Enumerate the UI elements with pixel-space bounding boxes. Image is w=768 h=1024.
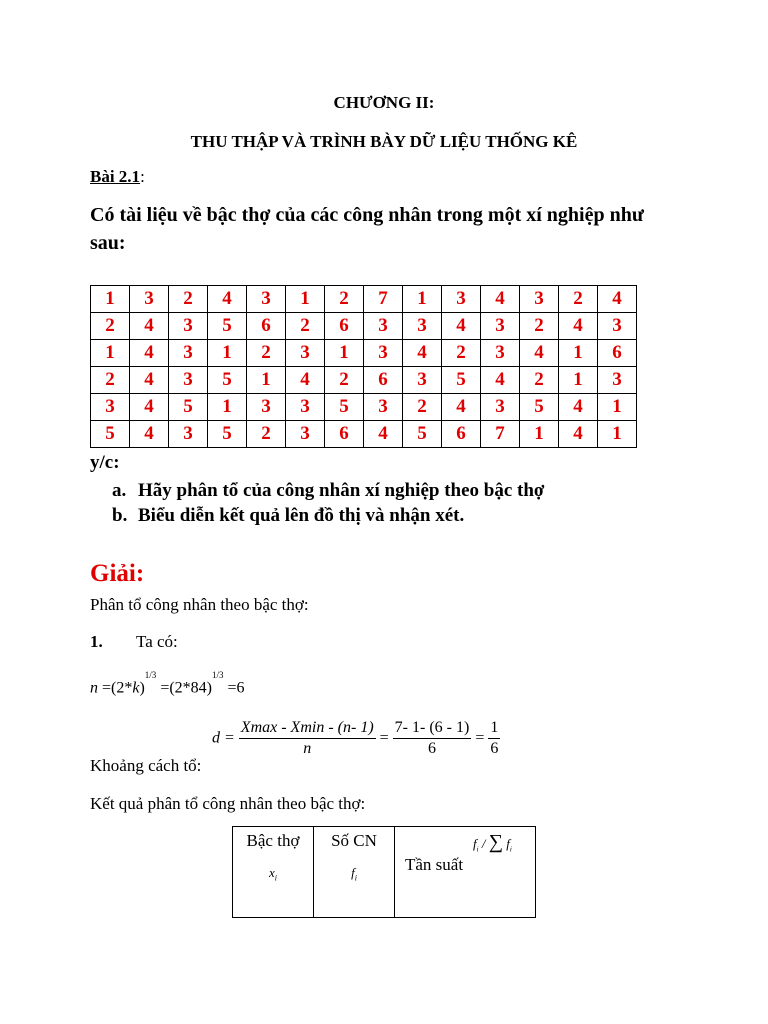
formula-d-lhs: d = [212, 729, 235, 747]
requirement-text: Hãy phân tổ của công nhân xí nghiệp theo bậc thợ [138, 480, 545, 501]
requirements-label: y/c: [90, 452, 120, 473]
table-cell: 4 [559, 313, 598, 340]
table-cell: 2 [520, 313, 559, 340]
table-cell: 1 [325, 340, 364, 367]
table-cell: 1 [598, 394, 637, 421]
table-cell: 4 [559, 421, 598, 448]
table-cell: 6 [442, 421, 481, 448]
formula-f: f [506, 836, 510, 851]
table-cell: 4 [598, 286, 637, 313]
table-cell: 4 [442, 394, 481, 421]
table-cell: 1 [559, 340, 598, 367]
table-cell: 6 [325, 313, 364, 340]
table-cell: 4 [481, 367, 520, 394]
table-cell: 7 [481, 421, 520, 448]
table-cell: 3 [598, 367, 637, 394]
table-cell: 6 [364, 367, 403, 394]
chapter-heading: CHƯƠNG II: [333, 93, 435, 112]
table-cell: 5 [325, 394, 364, 421]
result-col-count-title: Số CN [331, 831, 377, 850]
table-cell: 5 [208, 367, 247, 394]
formula-n-exponent2: 1/3 [212, 670, 224, 680]
table-cell: 2 [91, 313, 130, 340]
exercise-number: Bài 2.1 [90, 167, 141, 186]
table-cell: 3 [169, 340, 208, 367]
requirement-text: Biểu diễn kết quả lên đồ thị và nhận xét. [138, 505, 465, 526]
table-cell: 3 [286, 394, 325, 421]
requirement-item [112, 503, 544, 528]
table-cell: 1 [520, 421, 559, 448]
table-cell: 5 [403, 421, 442, 448]
table-cell: 2 [286, 313, 325, 340]
formula-n-lhs: n [90, 679, 98, 697]
formula-f: f [473, 836, 477, 851]
table-cell: 3 [403, 313, 442, 340]
formula-slash: / [478, 836, 489, 851]
table-cell: 4 [130, 313, 169, 340]
table-cell: 3 [364, 394, 403, 421]
step-text: Ta có: [136, 632, 178, 651]
table-cell: 3 [286, 340, 325, 367]
frequency-title: Tần suất [405, 855, 464, 874]
table-cell: 3 [364, 340, 403, 367]
formula-d-numerator2: 7- 1- (6 - 1) [393, 718, 472, 739]
formula-d-denominator3: 6 [490, 740, 499, 757]
formula-d-denominator2: 6 [427, 740, 436, 757]
formula-sub: i [509, 845, 512, 854]
table-cell: 3 [169, 367, 208, 394]
table-cell: 5 [208, 421, 247, 448]
table-cell: 3 [403, 367, 442, 394]
table-cell: 2 [520, 367, 559, 394]
formula-d-fraction1 [239, 718, 376, 759]
formula-d-equals: = [379, 729, 389, 747]
table-cell: 2 [91, 367, 130, 394]
table-cell: 5 [169, 394, 208, 421]
result-col-count-symbol [314, 865, 394, 883]
table-cell: 2 [247, 421, 286, 448]
table-cell: 1 [247, 367, 286, 394]
exercise-intro: Có tài liệu về bậc thợ của các công nhân trong một xí nghiệp như [90, 204, 644, 226]
table-cell: 4 [130, 421, 169, 448]
table-cell: 3 [169, 313, 208, 340]
table-cell: 4 [364, 421, 403, 448]
requirement-marker: a. [112, 480, 127, 501]
table-cell: 3 [91, 394, 130, 421]
formula-n-k: k [132, 679, 140, 697]
table-cell: 4 [559, 394, 598, 421]
formula-n-part2: =(2*84) [160, 679, 212, 697]
table-cell: 3 [130, 286, 169, 313]
symbol-sub: i [354, 873, 357, 883]
solution-title: Giải: [90, 560, 145, 587]
table-cell: 1 [91, 340, 130, 367]
table-cell: 5 [208, 313, 247, 340]
table-cell: 1 [91, 286, 130, 313]
table-cell: 6 [598, 340, 637, 367]
table-row [91, 394, 637, 421]
formula-n-exponent: 1/3 [144, 670, 157, 680]
table-cell: 2 [442, 340, 481, 367]
formula-n [90, 670, 245, 697]
table-cell: 1 [403, 286, 442, 313]
table-cell: 4 [130, 340, 169, 367]
sum-symbol: ∑ [488, 831, 503, 853]
table-cell: 6 [325, 421, 364, 448]
table-cell: 1 [208, 394, 247, 421]
table-cell: 1 [598, 421, 637, 448]
table-cell: 4 [208, 286, 247, 313]
table-row [91, 313, 637, 340]
symbol-x: x [268, 865, 275, 880]
formula-d-fraction2 [393, 718, 472, 759]
formula-d-numerator3: 1 [488, 718, 500, 739]
table-cell: 5 [520, 394, 559, 421]
table-cell: 2 [325, 367, 364, 394]
table-row [91, 421, 637, 448]
table-row [91, 286, 637, 313]
table-cell: 3 [247, 394, 286, 421]
table-cell: 4 [403, 340, 442, 367]
table-cell: 3 [598, 313, 637, 340]
symbol-f: f [351, 865, 355, 880]
table-cell: 2 [325, 286, 364, 313]
formula-d-denominator: n [303, 740, 312, 757]
worker-grade-table [90, 285, 637, 448]
table-cell: 2 [559, 286, 598, 313]
formula-n-part: =(2* [102, 679, 133, 697]
formula-d-numerator: Xmax - Xmin - (n- 1) [239, 718, 376, 739]
table-cell: 2 [247, 340, 286, 367]
frequency-formula [473, 831, 512, 854]
result-table [232, 826, 536, 918]
formula-d [212, 718, 500, 759]
requirement-marker: b. [112, 505, 128, 526]
table-cell: 5 [91, 421, 130, 448]
table-cell: 3 [520, 286, 559, 313]
table-row [91, 340, 637, 367]
table-cell: 4 [442, 313, 481, 340]
exercise-label [90, 167, 145, 187]
table-cell: 4 [481, 286, 520, 313]
result-col-frequency [395, 827, 536, 918]
chapter-title: THU THẬP VÀ TRÌNH BÀY DỮ LIỆU THỐNG KÊ [190, 132, 578, 151]
symbol-sub: i [274, 873, 277, 883]
table-row [91, 367, 637, 394]
table-cell: 4 [520, 340, 559, 367]
table-cell: 3 [481, 313, 520, 340]
result-col-grade-title: Bậc thợ [246, 831, 300, 850]
step-number: 1. [90, 632, 103, 651]
table-cell: 5 [442, 367, 481, 394]
table-cell: 1 [208, 340, 247, 367]
table-cell: 3 [442, 286, 481, 313]
exercise-intro-continued: sau: [90, 232, 126, 254]
table-cell: 3 [247, 286, 286, 313]
table-cell: 3 [481, 340, 520, 367]
requirement-item [112, 478, 544, 503]
formula-n-result: =6 [227, 679, 245, 697]
table-cell: 2 [169, 286, 208, 313]
result-col-count [314, 827, 395, 918]
table-cell: 3 [364, 313, 403, 340]
table-cell: 4 [130, 367, 169, 394]
table-cell: 2 [403, 394, 442, 421]
table-cell: 3 [286, 421, 325, 448]
result-col-grade-symbol [233, 865, 313, 883]
exercise-colon: : [140, 167, 145, 186]
table-cell: 1 [559, 367, 598, 394]
table-cell: 1 [286, 286, 325, 313]
table-cell: 4 [130, 394, 169, 421]
formula-d-fraction3 [488, 718, 500, 759]
interval-label: Khoảng cách tổ: [90, 756, 202, 775]
table-cell: 3 [169, 421, 208, 448]
requirements-list [112, 478, 544, 528]
table-cell: 4 [286, 367, 325, 394]
result-col-grade [233, 827, 314, 918]
formula-d-equals2: = [475, 729, 485, 747]
formula-n-close: ) [139, 679, 145, 697]
solution-intro: Phân tổ công nhân theo bậc thợ: [90, 595, 309, 614]
result-label: Kết quả phân tổ công nhân theo bậc thợ: [90, 794, 366, 813]
table-cell: 3 [481, 394, 520, 421]
table-cell: 7 [364, 286, 403, 313]
table-cell: 6 [247, 313, 286, 340]
formula-sub: i [476, 845, 479, 854]
